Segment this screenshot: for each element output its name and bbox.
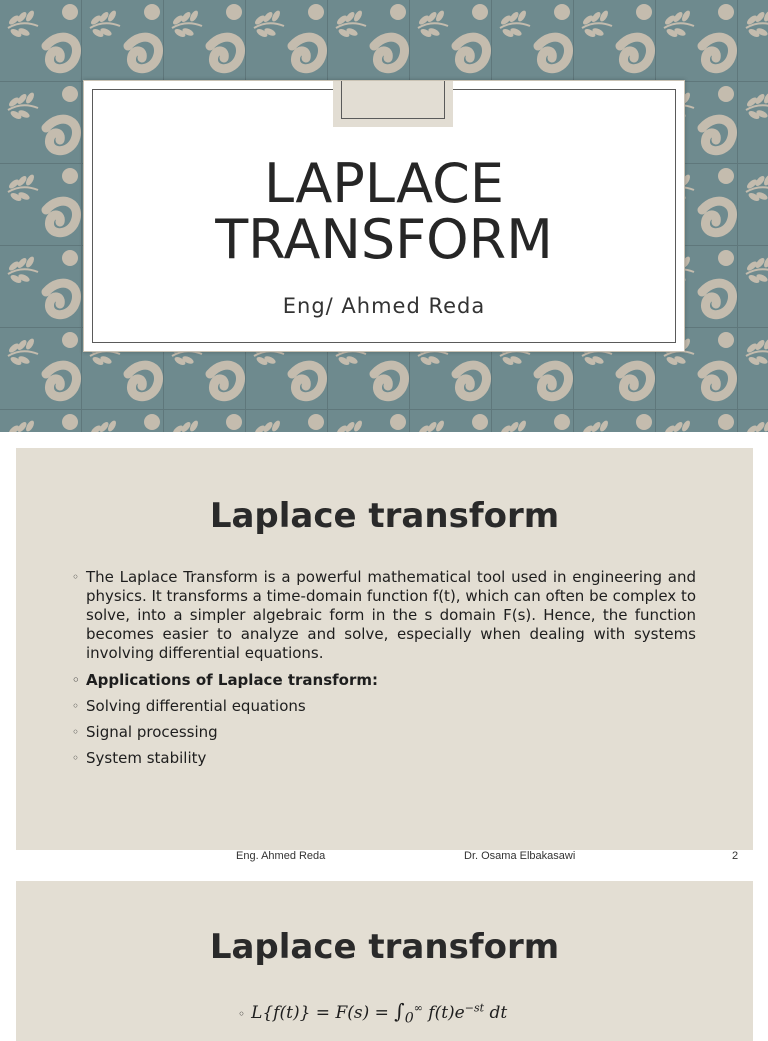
title-line-1: LAPLACE [264,152,504,215]
title-line-2: TRANSFORM [215,208,553,271]
slide-footer [0,850,768,864]
title-slide [0,0,768,432]
bullet-item: ◦ Signal processing [72,723,218,741]
bullet-item: ◦ Solving differential equations [72,697,306,715]
integral-sign: ∫ [394,999,405,1023]
footer-author: Eng. Ahmed Reda [236,850,326,862]
footer-page-number: 2 [732,850,739,862]
hollow-circle-bullet-icon: ◦ [72,570,80,584]
title-card-border [92,89,676,343]
slide-heading: Laplace transform [209,496,560,536]
hollow-circle-bullet-icon: ◦ [72,725,80,739]
bullet-item: ◦ The Laplace Transform is a powerful mathematical tool used in engineering and physics. It transforms a time-domain function f(t), which can often be complex to solve, into a simpler algebraic form in the s domain F(s). Hence, the function becomes easier to analyze and solve, especially when dealing with systems involving differential equations. [72,568,696,662]
presentation-subtitle: Eng/ Ahmed Reda [282,294,486,318]
bullet-item: ◦ System stability [72,749,207,767]
bullet-list [72,568,696,775]
hollow-circle-bullet-icon: ◦ [72,699,80,713]
bullet-item: ◦ Applications of Laplace transform: [72,671,379,689]
content-slide-3 [16,881,753,1041]
title-card [83,80,685,352]
presentation-title [93,152,675,271]
title-tab-decoration [333,81,453,127]
laplace-formula: ◦ $L\{f(t)\} = F(s) = \int_0^\infty$ $f(t)e^{-st}$ dt [238,999,508,1027]
slide-heading: Laplace transform [209,927,560,967]
footer-instructor: Dr. Osama Elbakasawi [464,850,576,862]
hollow-circle-bullet-icon: ◦ [238,1007,246,1021]
content-slide-2 [16,448,753,850]
hollow-circle-bullet-icon: ◦ [72,751,80,765]
hollow-circle-bullet-icon: ◦ [72,673,80,687]
